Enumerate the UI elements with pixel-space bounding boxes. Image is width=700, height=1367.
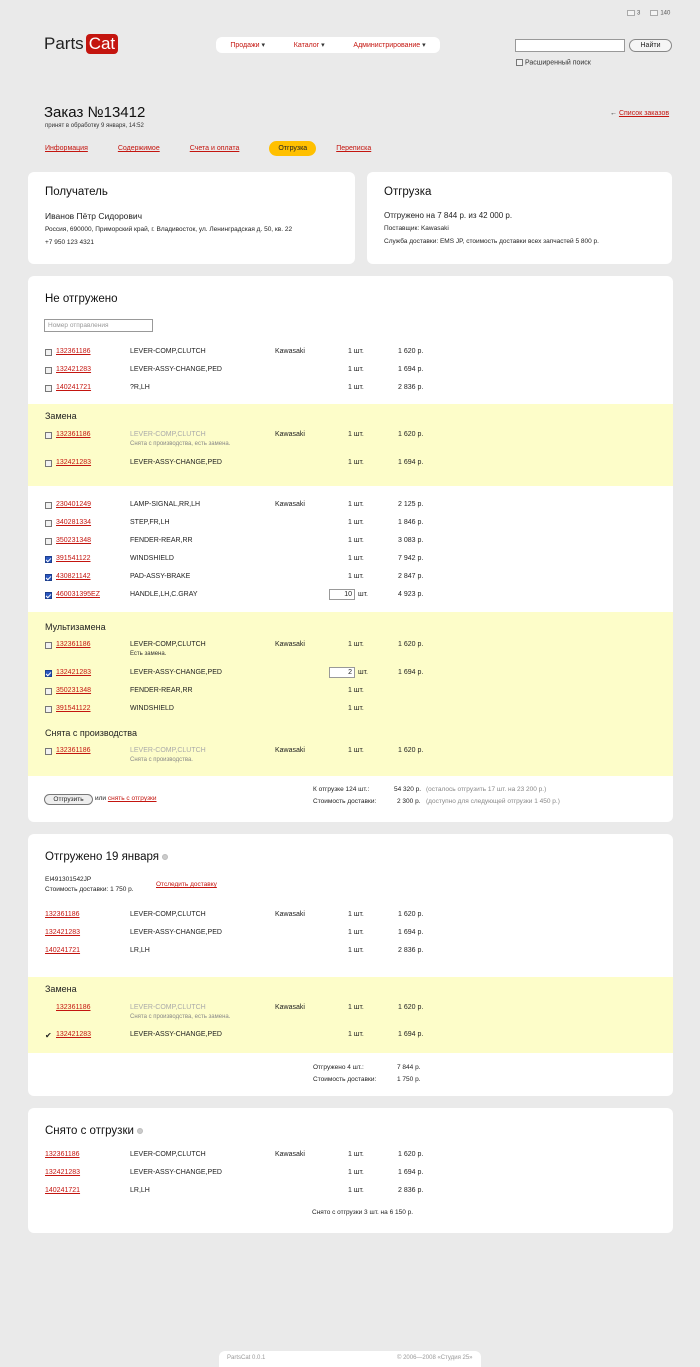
removed-card <box>28 1108 673 1233</box>
part-qty: 1 шт. <box>348 366 364 373</box>
nav-admin[interactable]: Администрирование ▾ <box>353 41 425 49</box>
part-code-link[interactable]: 132361186 <box>56 1004 91 1011</box>
part-name: LEVER-COMP,CLUTCH <box>130 348 206 355</box>
orders-list-link[interactable]: Список заказов <box>618 110 670 117</box>
part-code-link[interactable]: 350231348 <box>56 687 92 694</box>
part-code-link[interactable]: 460031395EZ <box>56 591 100 598</box>
part-code-link[interactable]: 230401249 <box>56 501 92 508</box>
removed-total: Снято с отгрузки 3 шт. на 6 150 р. <box>312 1209 414 1216</box>
row-checkbox[interactable] <box>45 367 52 374</box>
part-qty: 1 шт. <box>348 1004 364 1011</box>
tab-correspondence[interactable]: Переписка <box>336 145 372 152</box>
row-checkbox[interactable] <box>45 748 52 755</box>
part-qty: 1 шт. <box>348 929 364 936</box>
part-code-link[interactable]: 391541122 <box>56 555 91 562</box>
order-tabs <box>45 141 401 156</box>
part-price: 1 694 р. <box>398 669 424 676</box>
recipient-name: Иванов Пётр Сидорович <box>45 211 143 221</box>
part-price: 2 836 р. <box>398 947 424 954</box>
table-row <box>28 1187 673 1199</box>
tab-payments[interactable]: Счета и оплата <box>189 145 240 152</box>
table-row <box>28 1004 673 1016</box>
part-brand: Kawasaki <box>275 348 305 355</box>
shipped-delivery-cost: Стоимость доставки: 1 750 р. <box>45 886 134 893</box>
advanced-search-checkbox[interactable] <box>516 59 523 66</box>
part-name: LEVER-ASSY-CHANGE,PED <box>130 669 222 676</box>
row-checkbox[interactable] <box>45 502 52 509</box>
nav-catalog[interactable]: Каталог ▾ <box>294 41 325 49</box>
shipped-card <box>28 834 673 1096</box>
info-icon[interactable] <box>162 854 168 860</box>
part-name: LEVER-ASSY-CHANGE,PED <box>130 1031 222 1038</box>
part-price: 1 694 р. <box>398 366 424 373</box>
row-checkbox-checked[interactable] <box>45 670 52 677</box>
part-name: LEVER-ASSY-CHANGE,PED <box>130 1169 222 1176</box>
table-row <box>28 555 673 567</box>
part-name: PAD-ASSY-BRAKE <box>130 573 191 580</box>
not-shipped-card <box>28 276 673 822</box>
part-price: 3 083 р. <box>398 537 424 544</box>
part-qty: 1 шт. <box>348 537 364 544</box>
part-price: 1 620 р. <box>398 1004 424 1011</box>
part-code-link[interactable]: 132421283 <box>56 366 92 373</box>
part-name: LEVER-ASSY-CHANGE,PED <box>130 459 222 466</box>
part-code-link[interactable]: 132361186 <box>45 911 80 918</box>
part-qty: 1 шт. <box>348 1187 364 1194</box>
to-ship-value: 54 320 р. <box>394 786 422 793</box>
table-row <box>28 366 673 378</box>
table-row <box>28 573 673 585</box>
part-brand: Kawasaki <box>275 747 305 754</box>
quantity-input[interactable]: 2 <box>329 667 355 678</box>
table-row <box>28 501 673 513</box>
main-nav <box>216 37 440 53</box>
part-code-link[interactable]: 430821142 <box>56 573 91 580</box>
shipping-supplier: Поставщик: Kawasaki <box>384 225 449 232</box>
table-row <box>28 687 673 699</box>
part-price: 1 620 р. <box>398 1151 424 1158</box>
logo-text-cat: Cat <box>86 34 118 54</box>
part-code-link[interactable]: 132361186 <box>56 348 91 355</box>
part-qty: 1 шт. <box>348 431 364 438</box>
part-name: WINDSHIELD <box>130 705 174 712</box>
logo[interactable] <box>44 34 118 54</box>
part-name: FENDER-REAR,RR <box>130 537 193 544</box>
part-qty: 1 шт. <box>348 573 364 580</box>
part-qty: 1 шт. <box>348 687 364 694</box>
advanced-search[interactable]: Расширенный поиск <box>516 59 591 66</box>
table-row <box>28 911 673 923</box>
part-price: 1 620 р. <box>398 641 424 648</box>
part-qty: 1 шт. <box>348 1169 364 1176</box>
part-price: 1 846 р. <box>398 519 424 526</box>
table-row <box>28 947 673 959</box>
table-row <box>28 537 673 549</box>
ship-button[interactable]: Отгрузить <box>44 794 93 805</box>
table-row <box>28 705 673 717</box>
ship-actions: или снять с отгрузки <box>95 795 157 802</box>
part-code-link[interactable]: 140241721 <box>56 384 92 391</box>
part-qty: 1 шт. <box>348 459 364 466</box>
part-qty: 1 шт. <box>348 705 364 712</box>
table-row <box>28 384 673 396</box>
row-checkbox-checked[interactable] <box>45 592 52 599</box>
part-qty: 1 шт. <box>348 519 364 526</box>
table-row <box>28 747 673 759</box>
part-code-link[interactable]: 132421283 <box>45 1169 81 1176</box>
row-checkbox[interactable] <box>45 706 52 713</box>
tracking-number-input[interactable]: Номер отправления <box>44 319 153 332</box>
discontinued-heading: Снята с производства <box>45 728 137 738</box>
quantity-unit: шт. <box>358 669 368 676</box>
part-brand: Kawasaki <box>275 1004 305 1011</box>
removed-heading: Снято с отгрузки <box>45 1125 143 1137</box>
part-code-link[interactable]: 132361186 <box>45 1151 80 1158</box>
part-name: LEVER-ASSY-CHANGE,PED <box>130 929 222 936</box>
row-checkbox[interactable] <box>45 642 52 649</box>
back-to-orders[interactable] <box>610 110 669 117</box>
part-name: FENDER-REAR,RR <box>130 687 193 694</box>
part-price: 1 694 р. <box>398 1031 424 1038</box>
replacement-heading: Замена <box>45 984 77 994</box>
logo-text-parts: Parts <box>44 34 84 53</box>
part-name: LEVER-COMP,CLUTCH <box>130 911 206 918</box>
shipping-card <box>367 172 672 264</box>
table-row <box>28 519 673 531</box>
arrow-left-icon: ← <box>610 110 619 117</box>
part-price: 7 942 р. <box>398 555 424 562</box>
table-row <box>28 929 673 941</box>
replacement-heading: Замена <box>45 411 77 421</box>
part-name: LEVER-COMP,CLUTCH <box>130 1151 206 1158</box>
to-ship-label: К отгрузке 124 шт.: <box>313 786 370 793</box>
part-name: LEVER-ASSY-CHANGE,PED <box>130 366 222 373</box>
messages-counter[interactable]: 3 <box>627 10 640 17</box>
part-qty: 1 шт. <box>348 501 364 508</box>
quantity-unit: шт. <box>358 591 368 598</box>
row-checkbox[interactable] <box>45 520 52 527</box>
top-icons <box>627 10 670 17</box>
row-checkbox[interactable] <box>45 460 52 467</box>
part-brand: Kawasaki <box>275 501 305 508</box>
table-row <box>28 431 673 443</box>
recipient-heading: Получатель <box>45 186 108 198</box>
part-brand: Kawasaki <box>275 911 305 918</box>
footer <box>219 1351 481 1367</box>
row-checkbox-checked[interactable] <box>45 574 52 581</box>
recipient-card <box>28 172 355 264</box>
track-delivery-link[interactable]: Отследить доставку <box>156 881 217 888</box>
part-price: 1 620 р. <box>398 911 424 918</box>
part-name: LEVER-COMP,CLUTCH <box>130 431 206 438</box>
part-qty: 1 шт. <box>348 1031 364 1038</box>
part-price: 1 694 р. <box>398 459 424 466</box>
delivery-cost-value: 2 300 р. <box>397 798 421 805</box>
part-code-link[interactable]: 340281334 <box>56 519 92 526</box>
part-note: Снята с производства. <box>130 757 193 763</box>
part-price: 2 836 р. <box>398 1187 424 1194</box>
shipped-total-value: 7 844 р. <box>397 1064 421 1071</box>
part-brand: Kawasaki <box>275 641 305 648</box>
delivery-cost-label: Стоимость доставки: <box>313 798 377 805</box>
recipient-address: Россия, 690000, Приморский край, г. Владивосток, ул. Ленинградская д. 50, кв. 22 <box>45 226 293 233</box>
part-name: HANDLE,LH,C.GRAY <box>130 591 198 598</box>
part-price: 1 620 р. <box>398 348 424 355</box>
part-name: LEVER-COMP,CLUTCH <box>130 747 206 754</box>
part-brand: Kawasaki <box>275 431 305 438</box>
delivery-cost-note: (доступно для следующей отгрузки 1 450 р.) <box>426 798 560 805</box>
shipped-delivery-label: Стоимость доставки: <box>313 1076 377 1083</box>
info-icon[interactable] <box>137 1128 143 1134</box>
part-qty: 1 шт. <box>348 947 364 954</box>
shipped-heading: Отгружено 19 января <box>45 851 168 863</box>
part-name: LEVER-COMP,CLUTCH <box>130 1004 206 1011</box>
search-button[interactable]: Найти <box>629 39 672 52</box>
table-row <box>28 1031 673 1043</box>
row-checkbox[interactable] <box>45 385 52 392</box>
tab-info[interactable]: Информация <box>45 145 88 152</box>
part-code-link[interactable]: 132421283 <box>56 459 92 466</box>
table-row <box>28 669 673 681</box>
footer-copyright: © 2006—2008 «Студия 25» <box>397 1355 473 1361</box>
page-title: Заказ №13412 <box>44 104 146 121</box>
part-price: 2 125 р. <box>398 501 424 508</box>
part-qty: 1 шт. <box>348 384 364 391</box>
tracking-number: EI491301542JP <box>45 876 92 883</box>
row-checkbox[interactable] <box>45 538 52 545</box>
part-code-link[interactable]: 140241721 <box>45 947 81 954</box>
shipped-total-label: Отгружено 4 шт.: <box>313 1064 364 1071</box>
part-price: 4 923 р. <box>398 591 424 598</box>
order-subtitle: принят в обработку 9 января, 14:52 <box>45 123 144 129</box>
part-qty: 1 шт. <box>348 641 364 648</box>
part-code-link[interactable]: 132421283 <box>56 1031 92 1038</box>
part-code-link[interactable]: 132361186 <box>56 431 91 438</box>
quantity-input[interactable]: 10 <box>329 589 355 600</box>
table-row <box>28 1169 673 1181</box>
replacement-block <box>28 977 673 1053</box>
part-qty: 1 шт. <box>348 1151 364 1158</box>
part-price: 1 694 р. <box>398 929 424 936</box>
table-row <box>28 348 673 360</box>
part-code-link[interactable]: 350231348 <box>56 537 92 544</box>
part-code-link[interactable]: 132361186 <box>56 747 91 754</box>
message-icon <box>627 10 635 16</box>
search-input[interactable] <box>515 39 625 52</box>
part-name: LR,LH <box>130 1187 150 1194</box>
part-name: ?R,LH <box>130 384 150 391</box>
table-row <box>28 591 673 603</box>
table-row <box>28 459 673 471</box>
replacement-block <box>28 404 673 486</box>
row-checkbox[interactable] <box>45 349 52 356</box>
mail-icon <box>650 10 658 16</box>
tab-contents[interactable]: Содержимое <box>117 145 160 152</box>
shipping-delivery: Служба доставки: EMS JP, стоимость доставки всех запчастей 5 800 р. <box>384 238 599 245</box>
remove-from-shipment-link[interactable]: снять с отгрузки <box>107 795 157 802</box>
part-price: 2 847 р. <box>398 573 424 580</box>
multi-replacement-heading: Мультизамена <box>45 622 106 632</box>
part-name: LEVER-COMP,CLUTCH <box>130 641 206 648</box>
part-price: 1 620 р. <box>398 747 424 754</box>
checkmark-icon: ✔ <box>45 1031 52 1040</box>
table-row <box>28 1151 673 1163</box>
part-note: Снята с производства, есть замена. <box>130 441 231 447</box>
tab-shipping[interactable]: Отгрузка <box>269 141 316 156</box>
nav-sales[interactable]: Продажи ▾ <box>230 41 265 49</box>
part-note: Есть замена. <box>130 651 167 657</box>
shipping-heading: Отгрузка <box>384 186 432 198</box>
part-name: LR,LH <box>130 947 150 954</box>
mail-counter[interactable]: 140 <box>650 10 670 17</box>
part-code-link[interactable]: 391541122 <box>56 705 91 712</box>
shipped-delivery-value: 1 750 р. <box>397 1076 421 1083</box>
part-qty: 1 шт. <box>348 911 364 918</box>
recipient-phone: +7 950 123 4321 <box>45 239 94 246</box>
part-name: STEP,FR,LH <box>130 519 170 526</box>
part-price: 2 836 р. <box>398 384 424 391</box>
row-checkbox-checked[interactable] <box>45 556 52 563</box>
row-checkbox[interactable] <box>45 432 52 439</box>
part-qty: 1 шт. <box>348 348 364 355</box>
part-code-link[interactable]: 140241721 <box>45 1187 81 1194</box>
footer-version: PartsCat 0.0.1 <box>227 1355 266 1361</box>
to-ship-note: (осталось отгрузить 17 шт. на 23 200 р.) <box>426 786 547 793</box>
part-price: 1 694 р. <box>398 1169 424 1176</box>
table-row <box>28 641 673 653</box>
part-price: 1 620 р. <box>398 431 424 438</box>
multi-replacement-block <box>28 612 673 776</box>
row-checkbox[interactable] <box>45 688 52 695</box>
part-name: WINDSHIELD <box>130 555 174 562</box>
part-qty: 1 шт. <box>348 555 364 562</box>
part-code-link[interactable]: 132421283 <box>56 669 92 676</box>
not-shipped-heading: Не отгружено <box>45 293 118 305</box>
part-code-link[interactable]: 132421283 <box>45 929 81 936</box>
part-brand: Kawasaki <box>275 1151 305 1158</box>
shipping-summary: Отгружено на 7 844 р. из 42 000 р. <box>384 211 513 220</box>
part-name: LAMP-SIGNAL,RR,LH <box>130 501 201 508</box>
part-note: Снята с производства, есть замена. <box>130 1014 231 1020</box>
part-qty: 1 шт. <box>348 747 364 754</box>
part-code-link[interactable]: 132361186 <box>56 641 91 648</box>
